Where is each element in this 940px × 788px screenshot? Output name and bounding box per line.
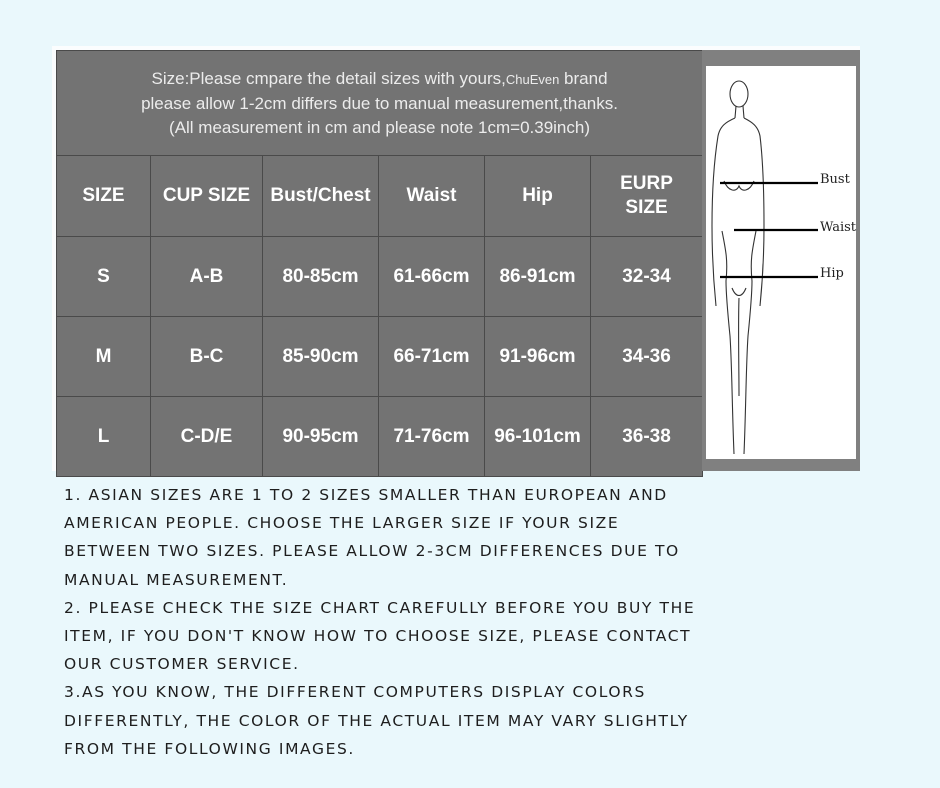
cell-cup-size: B-C	[151, 317, 263, 397]
intro-line-2: please allow 1-2cm differs due to manual measurement,thanks.	[141, 93, 618, 113]
cell-hip: 96-101cm	[485, 397, 591, 477]
intro-line-1	[57, 67, 702, 92]
table-intro-row	[57, 51, 703, 156]
table-row	[57, 237, 703, 317]
cell-cup-size: C-D/E	[151, 397, 263, 477]
cell-size: M	[57, 317, 151, 397]
table-header-row	[57, 156, 703, 237]
table-row	[57, 397, 703, 477]
cell-waist: 66-71cm	[379, 317, 485, 397]
cell-waist: 71-76cm	[379, 397, 485, 477]
cell-size: S	[57, 237, 151, 317]
intro-line-3: (All measurement in cm and please note 1cm=0.39inch)	[169, 117, 590, 137]
cell-bust: 80-85cm	[263, 237, 379, 317]
cell-hip: 91-96cm	[485, 317, 591, 397]
note-line: OUR CUSTOMER SERVICE.	[64, 655, 300, 674]
cell-eurp-size: 34-36	[591, 317, 703, 397]
waist-label: Waist	[820, 220, 857, 235]
note-3	[64, 678, 824, 763]
note-line: AMERICAN PEOPLE. CHOOSE THE LARGER SIZE IF YOUR SIZE	[64, 514, 620, 533]
note-line: DIFFERENTLY, THE COLOR OF THE ACTUAL ITEM MAY VARY SLIGHTLY	[64, 711, 689, 730]
size-chart-image	[52, 46, 860, 471]
header-cup-size: CUP SIZE	[151, 156, 263, 237]
header-hip: Hip	[485, 156, 591, 237]
note-line: 1. ASIAN SIZES ARE 1 TO 2 SIZES SMALLER THAN EUROPEAN AND	[64, 486, 668, 504]
body-measurement-figure	[702, 50, 860, 471]
intro-line-1-text: Size:Please cmpare the detail sizes with yours,	[151, 68, 506, 88]
cell-bust: 90-95cm	[263, 397, 379, 477]
cell-bust: 85-90cm	[263, 317, 379, 397]
header-bust-chest: Bust/Chest	[263, 156, 379, 237]
note-line: ITEM, IF YOU DON'T KNOW HOW TO CHOOSE SIZE, PLEASE CONTACT	[64, 627, 692, 646]
size-table	[56, 50, 703, 477]
body-silhouette-icon	[706, 66, 856, 459]
header-waist: Waist	[379, 156, 485, 237]
cell-eurp-size: 32-34	[591, 237, 703, 317]
header-eurp-size	[591, 156, 703, 237]
note-1	[64, 481, 824, 594]
hip-label: Hip	[820, 266, 844, 281]
size-notes	[64, 481, 824, 763]
cell-hip: 86-91cm	[485, 237, 591, 317]
bust-label: Bust	[820, 172, 850, 187]
note-2	[64, 594, 824, 679]
figure-panel	[706, 66, 856, 459]
cell-cup-size: A-B	[151, 237, 263, 317]
brand-name: ChuEven	[505, 71, 560, 87]
header-size: SIZE	[57, 156, 151, 237]
intro-line-1-end: brand	[559, 68, 608, 88]
note-line: FROM THE FOLLOWING IMAGES.	[64, 739, 355, 758]
note-line: BETWEEN TWO SIZES. PLEASE ALLOW 2-3CM DIFFERENCES DUE TO	[64, 542, 680, 561]
note-line: MANUAL MEASUREMENT.	[64, 570, 289, 589]
table-row	[57, 317, 703, 397]
cell-size: L	[57, 397, 151, 477]
cell-waist: 61-66cm	[379, 237, 485, 317]
note-line: 2. PLEASE CHECK THE SIZE CHART CAREFULLY BEFORE YOU BUY THE	[64, 598, 696, 617]
size-chart-intro	[57, 51, 703, 156]
header-eurp-size-text: EURP SIZE	[620, 173, 673, 218]
cell-eurp-size: 36-38	[591, 397, 703, 477]
note-line: 3.AS YOU KNOW, THE DIFFERENT COMPUTERS DISPLAY COLORS	[64, 683, 646, 702]
